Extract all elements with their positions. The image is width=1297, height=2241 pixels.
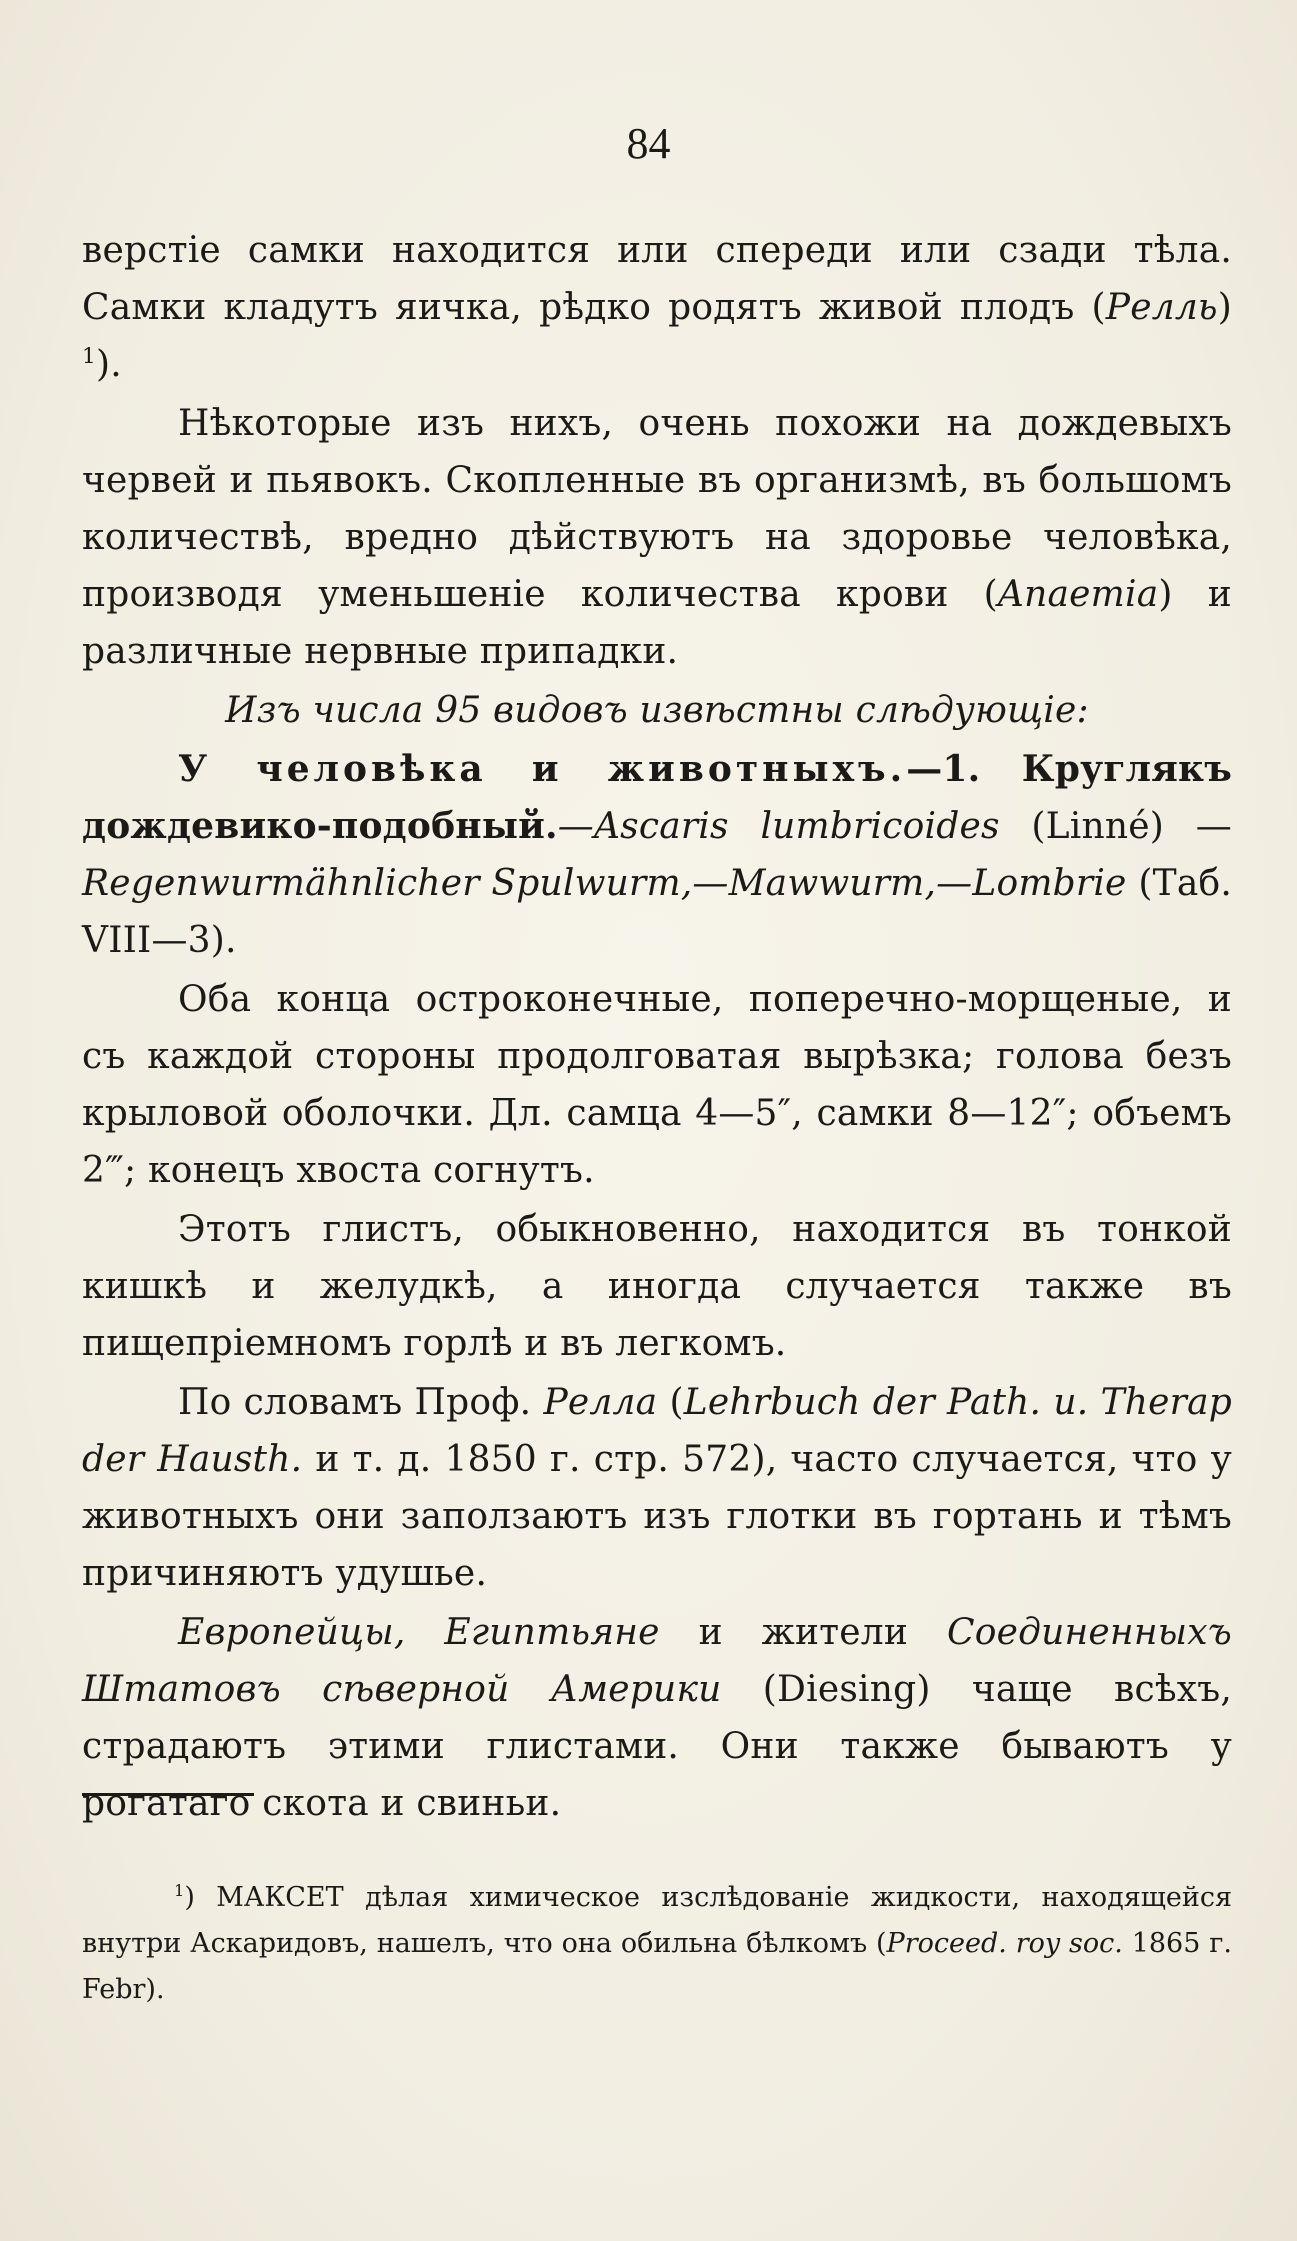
paragraph-2: Нѣкоторые изъ нихъ, очень похожи на дождевыхъ червей и пьявокъ. Скопленные въ организмѣ, въ большомъ количествѣ, вредно дѣйствуютъ на здоровье человѣка, производя уменьшеніе количества крови (Anaemia) и различные нервные припадки. [82, 403, 1232, 672]
paragraph-citation: По словамъ Проф. Релла (Lehrbuch der Path. u. Therap der Hausth. и т. д. 1850 г. стр. 572), часто случается, что у животныхъ они заползаютъ изъ глотки въ гортань и тѣмъ причиняютъ удушье. [82, 1382, 1232, 1594]
footnote-marker: 1 [82, 344, 96, 369]
footnote-divider [82, 1793, 254, 1796]
latin-name: —Ascaris lumbricoides [557, 806, 1000, 847]
page-body [82, 222, 1232, 1834]
author-reference: Релль [1105, 287, 1218, 328]
latin-term: Anaemia [997, 574, 1159, 615]
foreign-names: Regenwurmähnlicher Spulwurm,—Mawwurm,—Lombrie [82, 863, 1127, 904]
paragraph-distribution: Европейцы, Египтьяне и жители Соединенныхъ Штатовъ сѣверной Америки (Diesing) чаще всѣхъ, страдаютъ этими глистами. Они также бываютъ у рогатаго скота и свиньи. [82, 1612, 1232, 1824]
footnote: $^1$) МАКСЕТ дѣлая химическое изслѣдованіе жидкости, находящейся внутри Аскаридовъ, нашелъ, что она обильна бѣлкомъ (Proceed. roy soc. 1865 г. Febr). [82, 1881, 1233, 2005]
section-heading: Изъ числа 95 видовъ извѣстны слѣдующіе: [225, 690, 1089, 731]
species-entry: У человѣка и животныхъ.—1. Круглякъ дождевико-подобный.—Ascaris lumbricoides (Linné) — Regenwurmähnlicher Spulwurm,—Mawwurm,—Lombrie (Таб. VIII—3). [82, 748, 1233, 961]
paragraph-location: Этотъ глистъ, обыкновенно, находится въ тонкой кишкѣ и желудкѣ, а иногда случается также въ пищепріемномъ горлѣ и въ легкомъ. [82, 1209, 1232, 1364]
category-label: У человѣка и животныхъ. [178, 748, 907, 790]
species-name: —1. Круглякъ дождевико-подобный. [82, 748, 1233, 847]
paragraph-description: Оба конца остроконечные, поперечно-морщеные, и съ каждой стороны продолговатая вырѣзка; голова безъ крыловой оболочки. Дл. самца 4—5″, самки 8—12″; объемъ 2‴; конецъ хвоста согнутъ. [82, 979, 1232, 1191]
paragraph-1: верстіе самки находится или спереди или сзади тѣла. Самки кладутъ яичка, рѣдко родятъ живой плодъ (Релль) $^1$). [82, 230, 1232, 385]
footnote-number: 1 [174, 1881, 185, 1900]
page-number: 84 [626, 119, 671, 168]
